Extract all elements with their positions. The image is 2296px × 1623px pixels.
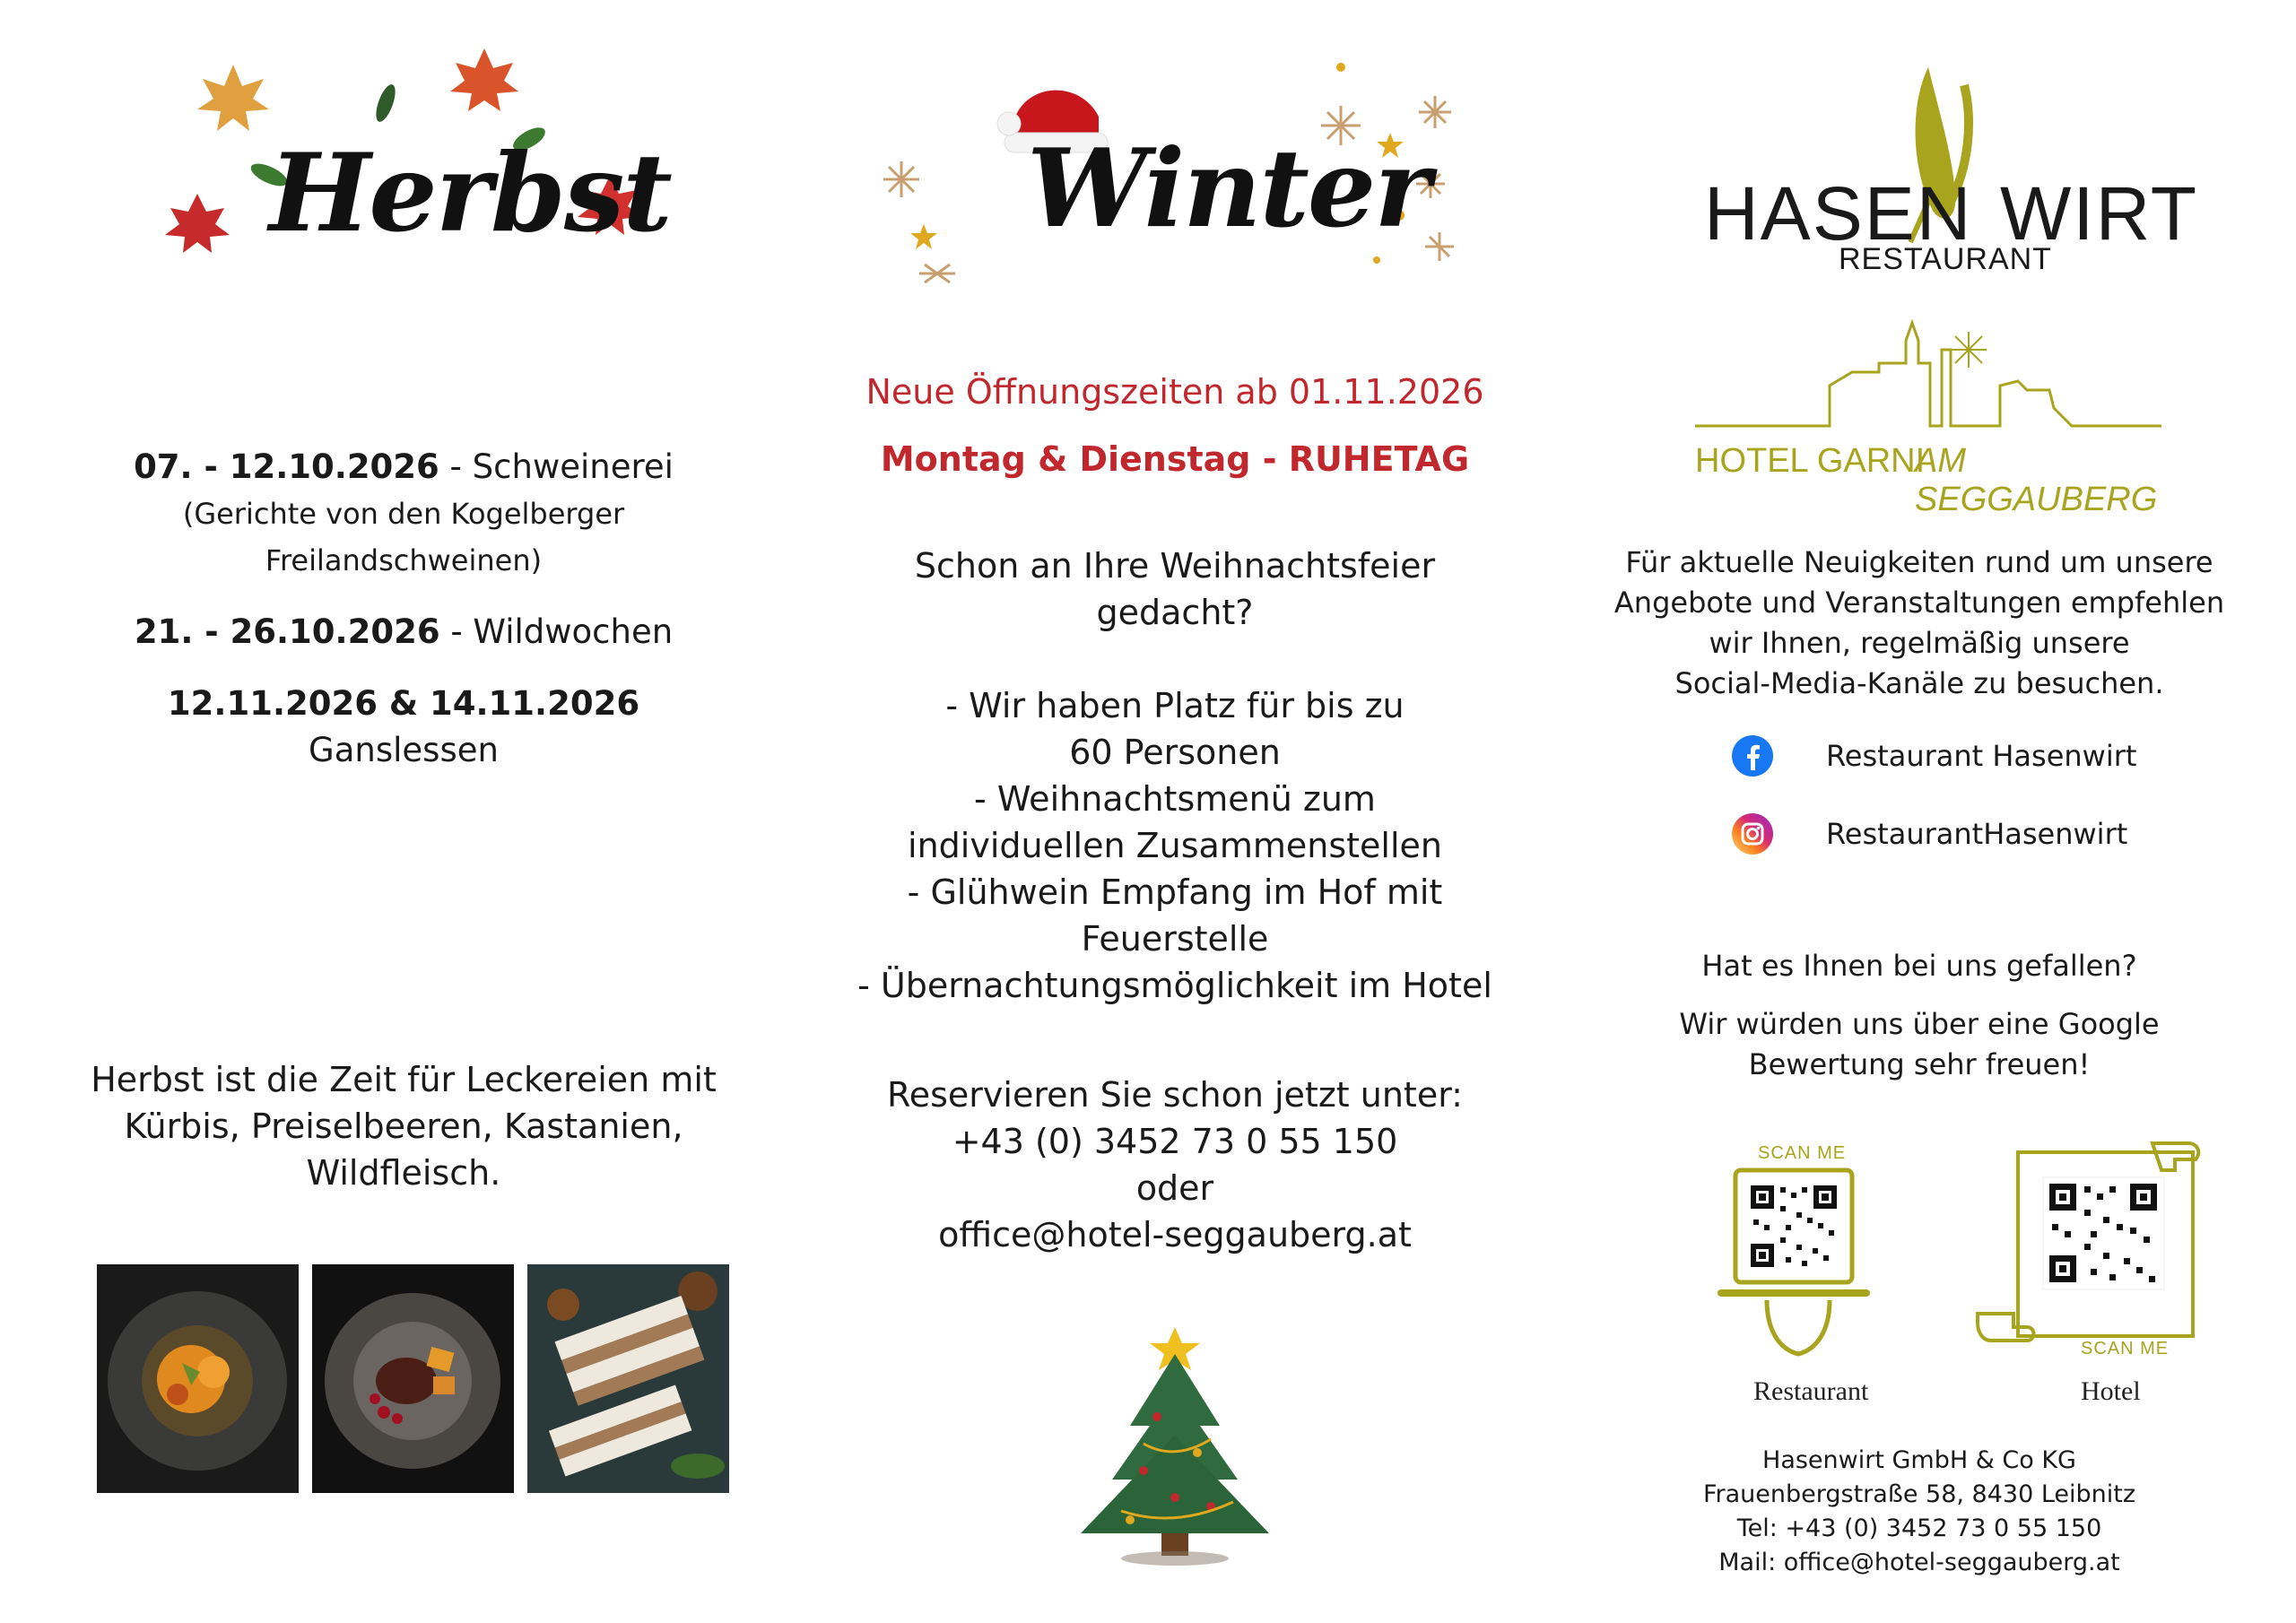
text-line: Wir würden uns über eine Google [1679,1007,2160,1041]
event-name: - Wildwochen [439,612,674,651]
review-question: Hat es Ihnen bei uns gefallen? [1701,949,2137,983]
snowflake-icon [919,265,955,282]
winter-panel [807,0,1543,1623]
castle-skyline-icon [1695,309,2161,435]
green-leaf-icon [372,82,399,125]
restaurant-qr-label: Restaurant [1753,1376,1869,1406]
company-phone: Tel: +43 (0) 3452 73 0 55 150 [1736,1515,2102,1542]
text-line: Für aktuelle Neuigkeiten rund um unsere [1625,545,2213,579]
opening-hours-notice: Neue Öffnungszeiten ab 01.11.2026 [865,372,1484,412]
instagram-label[interactable]: RestaurantHasenwirt [1826,817,2128,851]
restaurant-qr-block[interactable] [1713,1143,1892,1412]
company-footer [1543,1444,2296,1580]
logo-text-right: WIRT [2000,171,2199,256]
company-address: Frauenbergstraße 58, 8430 Leibnitz [1702,1480,2136,1508]
christmas-party-info [807,542,1543,1258]
text-line: Reservieren Sie schon jetzt unter: [887,1075,1463,1115]
text-line: - Weihnachtsmenü zum [974,779,1376,819]
event-schweinerei [54,444,753,490]
event-detail: (Gerichte von den Kogelberger [182,497,625,531]
qr-code-hotel[interactable] [1973,1134,2215,1367]
text-line: - Glühwein Empfang im Hof mit [907,872,1443,912]
hasenwirt-logo [1704,67,2199,282]
company-name: Hasenwirt GmbH & Co KG [1762,1446,2076,1474]
scan-me-label: SCAN ME [2081,1339,2170,1358]
pumpkin-dish-photo [97,1264,299,1493]
review-request [1543,1004,2296,1085]
facebook-label[interactable]: Restaurant Hasenwirt [1826,739,2137,773]
event-date: 12.11.2026 & 14.11.2026 [167,684,640,723]
text-line: Bewertung sehr freuen! [1748,1047,2091,1081]
text-line: Kürbis, Preiselbeeren, Kastanien, [124,1107,683,1146]
hotel-qr-block[interactable] [1973,1134,2215,1412]
autumn-events [54,444,753,774]
text-line: Social-Media-Kanäle zu besuchen. [1674,666,2164,700]
text-line: Angebote und Veranstaltungen empfehlen [1613,586,2225,620]
dot-icon [1336,63,1345,72]
snowflake-icon [1419,96,1451,128]
text-line: Schon an Ihre Weihnachtsfeier [914,546,1436,586]
event-date: 07. - 12.10.2026 [134,447,439,486]
logo-text-left: HASEN [1704,171,1973,256]
text-line: Feuerstelle [1081,919,1269,959]
qr-code-restaurant[interactable] [1713,1166,1892,1372]
maple-leaf-red-icon [165,194,230,253]
text-line: oder [1135,1168,1214,1208]
event-detail: Freilandschweinen) [265,543,543,577]
hotel-name-left: HOTEL GARNI [1695,442,1926,480]
text-line: 60 Personen [1069,733,1281,772]
maple-leaf-orange-icon [197,65,269,131]
social-media-intro [1543,542,2296,704]
chestnut-cake-photo [527,1264,729,1493]
event-ganslessen [54,681,753,727]
snowflake-icon [883,161,919,197]
contact-panel [1543,0,2296,1623]
text-line: individuellen Zusammenstellen [908,826,1442,865]
autumn-title: Herbst [269,130,671,256]
instagram-link[interactable] [1731,812,2127,856]
winter-title: Winter [1027,126,1430,252]
facebook-icon[interactable] [1731,734,1774,777]
event-date: 21. - 26.10.2026 [134,612,440,651]
star-icon [910,224,937,249]
email-address: office@hotel-seggauberg.at [938,1215,1412,1254]
event-name: Ganslessen [309,731,499,769]
text-line: - Übernachtungsmöglichkeit im Hotel [857,966,1492,1005]
autumn-description [54,1056,753,1196]
closing-days-notice: Montag & Dienstag - RUHETAG [880,439,1470,479]
maple-leaf-red-icon [450,48,518,111]
christmas-tree-icon [1058,1318,1292,1569]
text-line: Herbst ist die Zeit für Leckereien mit [91,1060,717,1099]
text-line: wir Ihnen, regelmäßig unsere [1709,626,2130,660]
facebook-link[interactable] [1731,733,2136,778]
phone-number: +43 (0) 3452 73 0 55 150 [952,1122,1398,1161]
autumn-panel [0,0,807,1623]
hotel-qr-label: Hotel [2081,1376,2141,1406]
company-email: Mail: office@hotel-seggauberg.at [1718,1549,2120,1576]
text-line: gedacht? [1096,593,1254,632]
event-name: - Schweinerei [439,447,674,486]
event-wildwochen [54,609,753,655]
game-meat-dish-photo [312,1264,514,1493]
logo-subtitle: RESTAURANT [1839,242,2052,276]
scan-me-label: SCAN ME [1758,1143,1847,1163]
text-line: Wildfleisch. [306,1153,501,1193]
hotel-logo [1695,309,2161,518]
text-line: - Wir haben Platz für bis zu [945,686,1405,725]
hotel-name-right: AM SEGGAUBERG [1915,442,2158,518]
instagram-icon[interactable] [1731,812,1774,855]
dot-icon [1373,256,1380,264]
